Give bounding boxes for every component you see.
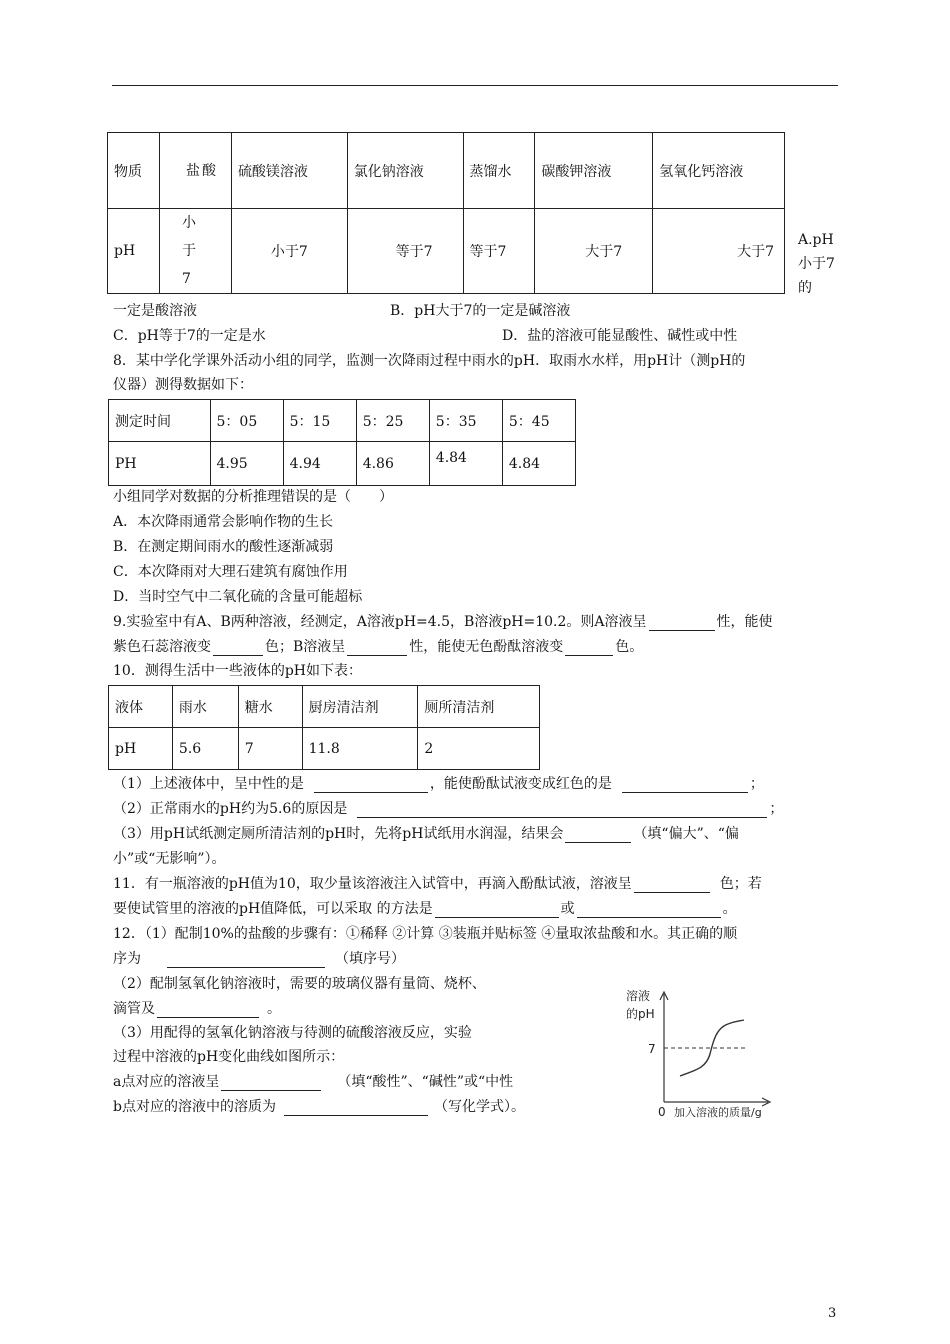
table-cell: 盐酸 [159,133,231,209]
q12-text: （写化学式）。 [433,1099,525,1115]
q11-text: 色；若 [719,876,762,892]
blank[interactable] [577,902,721,918]
table-cell: 氢氧化钙溶液 [653,133,785,209]
q11-line1 [113,875,762,893]
q7-option-b: B．pH大于7的一定是碱溶液 [390,303,571,319]
q8-option-b: B．在测定期间雨水的酸性逐渐减弱 [113,539,334,555]
graph-origin: 0 [658,1105,666,1119]
table-cell: 大于7 [653,209,785,294]
q12-sub1: 12．（1）配制10%的盐酸的步骤有：①稀释 ②计算 ③装瓶并贴标签 ④量取浓盐酸和水。其正确的顺 [113,926,738,942]
blank[interactable] [565,827,631,843]
q9-text: 色；B溶液呈 [265,639,346,655]
table-cell: 4.86 [356,442,429,486]
table-cell: 氯化钠溶液 [347,133,463,209]
q10-text: （2）正常雨水的pH约为5.6的原因是 [113,801,348,817]
q12-text: （填序号） [335,951,405,967]
table-cell: 4.84 [502,442,575,486]
table-cell: 硫酸镁溶液 [231,133,347,209]
table-cell: 7 [238,728,302,770]
q12-text: b点对应的溶液中的溶质为 [113,1099,276,1115]
q12-sub3-cont: 过程中溶液的pH变化曲线如图所示： [113,1049,345,1065]
q10-sub3 [113,825,739,843]
page-number: 3 [828,1306,837,1321]
table-cell: 液体 [109,686,173,728]
q9-line2 [113,638,643,656]
rain-ph-table [108,399,576,486]
q10-sub3-cont: 小”或“无影响”）。 [113,851,226,867]
q10-intro: 10．测得生活中一些液体的pH如下表： [113,663,362,679]
blank[interactable] [221,1075,321,1091]
table-cell: 厨房清洁剂 [302,686,418,728]
blank[interactable] [347,640,407,656]
table-cell: 5：05 [210,400,283,442]
q10-text: ； [769,801,784,817]
q9-text: 紫色石蕊溶液变 [113,639,211,655]
blank[interactable] [435,902,559,918]
graph-ylabel-line2: 的pH [626,1007,655,1021]
q10-text: （3）用pH试纸测定厕所清洁剂的pH时，先将pH试纸用水润湿，结果会 [113,826,564,842]
table-cell: 等于7 [463,209,535,294]
table-cell: 物质 [108,133,160,209]
table-cell: 5：35 [429,400,502,442]
table-cell: 糖水 [238,686,302,728]
q9-text: 性，能使无色酚酞溶液变 [409,639,564,655]
liquid-ph-table [108,685,540,770]
graph-ylabel-line1: 溶液 [626,989,651,1003]
table-cell: 5：15 [283,400,356,442]
table-cell: 小于7 [231,209,347,294]
q12-text: 滴管及 [113,1001,155,1017]
q8-intro-line2: 仪器）测得数据如下： [113,377,253,393]
table-cell: 11.8 [302,728,418,770]
blank[interactable] [167,952,325,968]
q12-sub2-cont [113,1000,281,1018]
q12-text: （填“酸性”、“碱性”或“中性 [337,1074,514,1090]
q9-text: 性，能使 [716,614,773,630]
q12-text: 。 [267,1001,281,1017]
q11-text: 11．有一瓶溶液的pH值为10，取少量该溶液注入试管中，再滴入酚酞试液，溶液呈 [113,876,632,892]
blank[interactable] [622,777,748,793]
blank[interactable] [284,1100,428,1116]
q8-option-c: C．本次降雨对大理石建筑有腐蚀作用 [113,564,348,580]
q8-question: 小组同学对数据的分析推理错误的是（ ） [113,489,393,505]
q7-option-a-side: A.pH小于7的 [798,232,835,296]
q8-option-d: D．当时空气中二氧化硫的含量可能超标 [113,589,363,605]
table-cell: 蒸馏水 [463,133,535,209]
table-cell: 4.84 [429,442,502,486]
q12-text: a点对应的溶液呈 [113,1074,220,1090]
table-cell: pH [109,728,173,770]
header-rule [112,85,838,86]
table-cell: 5：25 [356,400,429,442]
q8-intro-line1: 8．某中学化学课外活动小组的同学，监测一次降雨过程中雨水的pH．取雨水水样，用pH计（测pH的 [113,353,746,369]
q7-option-d: D．盐的溶液可能显酸性、碱性或中性 [502,328,738,344]
q10-sub2 [113,800,783,818]
table-cell: 碳酸钾溶液 [535,133,653,209]
q12-text: 序为 [113,951,141,967]
q12-sub1-cont [113,950,405,968]
table-cell: 4.95 [210,442,283,486]
table-cell: 等于7 [347,209,463,294]
q12-sub3-b [113,1098,525,1116]
q10-sub1 [113,775,764,793]
ph-substance-table [107,132,785,294]
table-cell: 5：45 [502,400,575,442]
q8-option-a: A．本次降雨通常会影响作物的生长 [113,514,334,530]
q11-text: 或 [560,901,575,917]
table-cell: 4.94 [283,442,356,486]
ph-curve-graph [618,984,778,1124]
blank[interactable] [157,1002,259,1018]
table-cell: 小于7 [159,209,231,294]
q9-text: 色。 [615,639,644,655]
graph-xlabel: 加入溶液的质量/g [674,1106,762,1119]
blank[interactable] [634,877,710,893]
table-cell: 2 [418,728,540,770]
q10-text: （填“偏大”、“偏 [633,826,739,842]
q12-sub3-a [113,1073,513,1091]
blank[interactable] [357,802,767,818]
q10-text: ； [749,776,764,792]
q11-text: 要使试管里的溶液的pH值降低，可以采取 的方法是 [113,901,433,917]
q7-option-a-rest: 一定是酸溶液 [113,303,197,319]
graph-y-tick-7: 7 [648,1042,656,1056]
q11-line2 [113,900,737,918]
q7-option-c: C．pH等于7的一定是水 [113,328,266,344]
table-cell: 厕所清洁剂 [418,686,540,728]
table-cell: 雨水 [172,686,238,728]
blank[interactable] [213,640,263,656]
q9-line1 [113,613,773,631]
q12-sub2: （2）配制氢氧化钠溶液时，需要的玻璃仪器有量筒、烧杯、 [113,976,486,992]
blank[interactable] [565,640,613,656]
table-cell: pH [108,209,160,294]
q12-sub3: （3）用配得的氢氧化钠溶液与待测的硫酸溶液反应，实验 [113,1025,472,1041]
q11-text: 。 [722,901,737,917]
table-cell: 大于7 [535,209,653,294]
table-cell: 测定时间 [109,400,211,442]
blank[interactable] [314,777,428,793]
q10-text: （1）上述液体中，呈中性的是 [113,776,304,792]
table-cell: PH [109,442,211,486]
blank[interactable] [649,615,715,631]
table-cell: 5.6 [172,728,238,770]
q10-text: ，能使酚酞试液变成红色的是 [429,776,612,792]
q9-text: 9.实验室中有A、B两种溶液，经测定，A溶液pH=4.5，B溶液pH=10.2。则A溶液呈 [113,614,647,630]
